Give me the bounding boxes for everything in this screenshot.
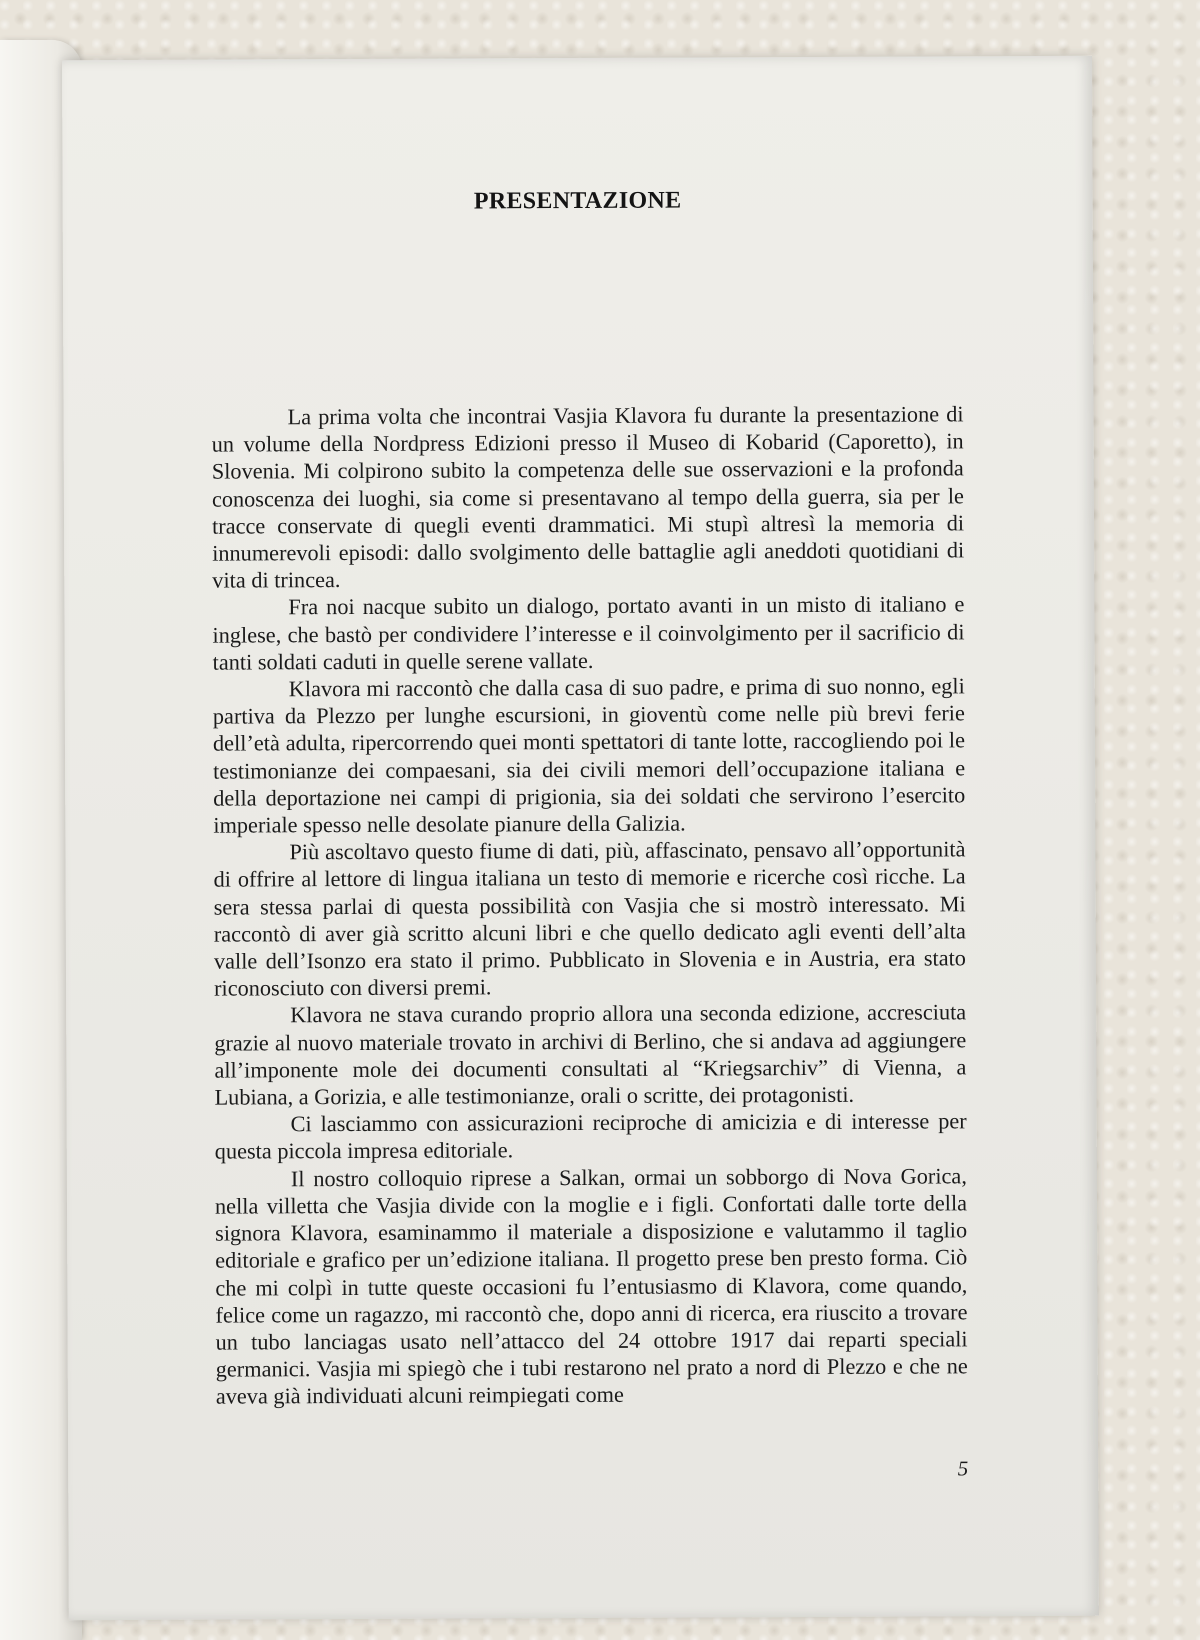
paragraph: La prima volta che incontrai Vasjia Klavora fu durante la presentazione di un volume della Nordpress Edizioni presso il Museo di Kobarid (Caporetto), in Slovenia. Mi colpirono subito la competenza delle sue osservazioni e la profonda conoscenza dei luoghi, sia come si presentavano al tempo della guerra, sia per le tracce conservate di quegli eventi drammatici. Mi stupì altresì la memoria di innumerevoli episodi: dallo svolgimento delle battaglie agli aneddoti quotidiani di vita di trincea. bbox=[211, 401, 965, 593]
body-text bbox=[212, 400, 968, 1410]
paragraph: Il nostro colloquio riprese a Salkan, ormai un sobborgo di Nova Gorica, nella villetta che Vasjia divide con la moglie e i figli. Confortati dalle torte della signora Klavora, esaminammo il materiale a disposizione e valutammo il taglio editoriale e grafico per un’edizione italiana. Il progetto prese ben presto forma. Ciò che mi colpì in tutte queste occasioni fu l’entusiasmo di Klavora, come quando, felice come un ragazzo, mi raccontò che, dopo anni di ricerca, era riuscito a trovare un tubo lanciagas usato nell’attacco del 24 ottobre 1917 dai reparti speciali germanici. Vasjia mi spiegò che i tubi restarono nel prato a nord di Plezzo e che ne aveva già individuati alcuni reimpiegati come bbox=[214, 1162, 968, 1409]
paragraph: Ci lasciammo con assicurazioni reciproche di amicizia e di interesse per questa piccola impresa editoriale. bbox=[214, 1108, 967, 1165]
paragraph: Klavora ne stava curando proprio allora una seconda edizione, accresciuta grazie al nuovo materiale trovato in archivi di Berlino, che si andava ad aggiungere all’imponente mole dei documenti consultati al “Kriegsarchiv” di Vienna, a Lubiana, a Gorizia, e alle testimonianze, orali o scritte, dei protagonisti. bbox=[214, 999, 967, 1110]
page-title: PRESENTAZIONE bbox=[473, 187, 682, 215]
paragraph: Klavora mi raccontò che dalla casa di suo padre, e prima di suo nonno, egli partiva da Plezzo per lunghe escursioni, in gioventù come nelle più brevi ferie dell’età adulta, ripercorrendo quei monti spettatori di tante lotte, raccogliendo poi le testimonianze dei compaesani, sia dei civili memori dell’occupazione italiana e della deportazione nei campi di prigionia, sia dei soldati che servirono l’esercito imperiale spesso nelle desolate pianure della Galizia. bbox=[212, 673, 966, 838]
page-number: 5 bbox=[957, 1456, 969, 1481]
book-page bbox=[62, 56, 1099, 1620]
paragraph: Più ascoltavo questo fiume di dati, più, affascinato, pensavo all’opportunità di offrire al lettore di lingua italiana un testo di memorie e ricerche così ricche. La sera stessa parlai di questa possibilità con Vasjia che si mostrò interessato. Mi raccontò di aver già scritto alcuni libri e che quello dedicato agli eventi dell’alta valle dell’Isonzo era stato il primo. Pubblicato in Slovenia e in Austria, era stato riconosciuto con diversi premi. bbox=[213, 836, 966, 1001]
paragraph: Fra noi nacque subito un dialogo, portato avanti in un misto di italiano e inglese, che bastò per condividere l’interesse e il coinvolgimento per il sacrificio di tanti soldati caduti in quelle serene vallate. bbox=[212, 591, 965, 675]
